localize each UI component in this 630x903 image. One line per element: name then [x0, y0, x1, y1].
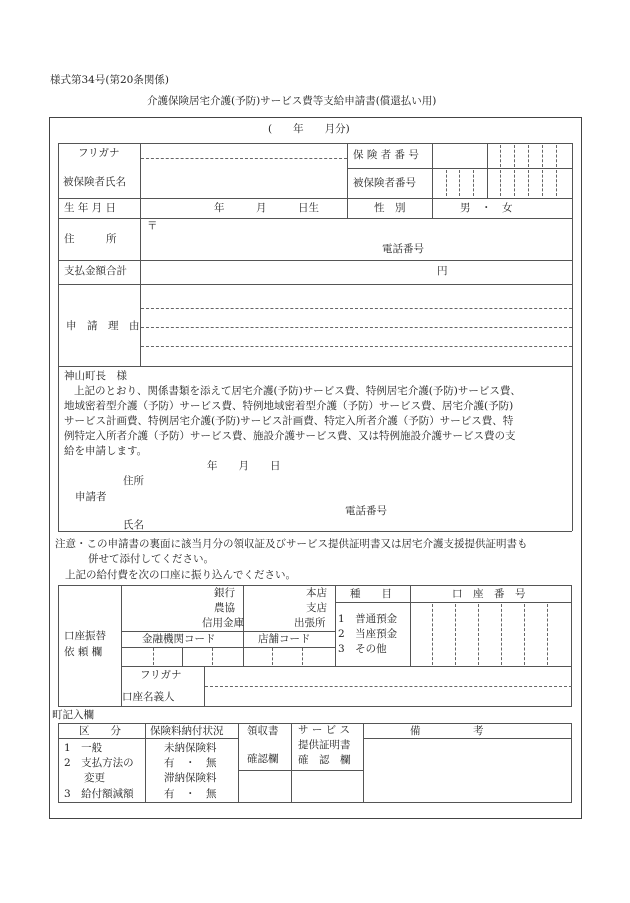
town-col-service-2: 提供証明書 — [298, 739, 351, 751]
declaration-line-5: 給を申請します。 — [64, 445, 148, 457]
declaration-line-2: 地域密着型介護（予防）サービス費、特例地域密着型介護（予防）サービス費、居宅介護(予防) — [64, 400, 514, 412]
bank-request-label: 依 頼 欄 — [64, 646, 103, 658]
form-title: 介護保険居宅介護(予防)サービス費等支給申請書(償還払い用) — [147, 95, 437, 107]
town-col-receipt: 領収書 — [247, 725, 279, 737]
account-type-3: 3 その他 — [338, 643, 387, 655]
branch-type-office: 出張所 — [294, 617, 326, 629]
yen-label: 円 — [437, 265, 448, 277]
holder-furigana-label: フリガナ — [140, 669, 182, 681]
note-line-3: 上記の給付費を次の口座に振り込んでください。 — [65, 569, 296, 581]
town-col-service-3: 確 認 欄 — [298, 754, 351, 766]
declaration-line-3: サービス計画費、特例居宅介護(予防)サービス計画費、特定入所者介護（予防）サービス費、特 — [64, 415, 514, 427]
dob-label: 生 年 月 日 — [64, 202, 117, 214]
reason-label: 申 請 理 由 — [66, 320, 140, 332]
insured-number-label: 被保険者番号 — [353, 177, 416, 189]
form-number: 様式第34号(第20条関係) — [50, 74, 169, 86]
furigana-label: フリガナ — [78, 147, 120, 159]
note-line-1: 注意・この申請書の裏面に該当月分の領収証及びサービス提供証明書又は居宅介護支援提供証明書も — [55, 538, 528, 550]
period-line: ( 年 月分) — [268, 123, 350, 135]
sex-value: 男 ・ 女 — [460, 202, 513, 214]
bank-type-ja: 農協 — [214, 602, 235, 614]
town-category-2: 2 支払方法の — [64, 757, 134, 769]
insured-name-label: 被保険者氏名 — [63, 176, 126, 188]
address-label: 住 所 — [64, 233, 117, 245]
bank-transfer-label: 口座振替 — [64, 630, 106, 642]
bank-code-label: 金融機関コード — [142, 633, 216, 645]
addressee: 神山町長 様 — [64, 370, 127, 382]
declaration-line-1: 上記のとおり、関係書類を添えて居宅介護(予防)サービス費、特例居宅介護(予防)サービス費、 — [74, 385, 521, 397]
declaration-date: 年 月 日 — [207, 460, 281, 472]
branch-type-head: 本店 — [306, 587, 327, 599]
town-col-receipt-check: 確認欄 — [247, 753, 279, 765]
premium-unpaid: 未納保険料 — [164, 742, 217, 754]
insurer-number-label: 保 険 者 番 号 — [353, 149, 419, 161]
postal-mark: 〒 — [147, 220, 158, 232]
town-category-3: 3 給付額減額 — [64, 788, 134, 800]
bank-type-bank: 銀行 — [214, 587, 235, 599]
account-type-2: 2 当座預金 — [338, 628, 398, 640]
applicant-label: 申請者 — [75, 491, 107, 503]
sex-label: 性 別 — [374, 202, 406, 214]
declaration-phone-label: 電話番号 — [345, 505, 387, 517]
town-section-label: 町記入欄 — [52, 709, 94, 721]
town-col-premium: 保険料納付状況 — [150, 725, 224, 737]
declaration-address-label: 住所 — [123, 475, 144, 487]
town-col-service-1: サ ー ビ ス — [298, 724, 351, 736]
branch-code-label: 店舗コード — [258, 633, 311, 645]
declaration-name-label: 氏名 — [123, 519, 144, 531]
premium-unpaid-yn: 有 ・ 無 — [164, 757, 217, 769]
phone-label: 電話番号 — [382, 243, 424, 255]
dob-value: 年 月 日生 — [214, 202, 319, 214]
town-category-1: 1 一般 — [64, 742, 103, 754]
branch-type-branch: 支店 — [306, 602, 327, 614]
premium-arrears-yn: 有 ・ 無 — [164, 788, 217, 800]
bank-type-credit: 信用金庫 — [202, 617, 244, 629]
total-label: 支払金額合計 — [64, 265, 127, 277]
premium-arrears: 滞納保険料 — [164, 772, 217, 784]
form-frame — [49, 117, 582, 819]
town-col-category: 区 分 — [79, 725, 121, 737]
account-type-header: 種 目 — [350, 588, 392, 600]
note-line-2: 併せて添付してください。 — [88, 553, 214, 565]
town-col-remarks: 備 考 — [410, 725, 484, 737]
holder-label: 口座名義人 — [122, 691, 175, 703]
town-category-2b: 変更 — [84, 772, 105, 784]
declaration-line-4: 例特定入所者介護（予防）サービス費、施設介護サービス費、又は特例施設介護サービス費の支 — [64, 430, 516, 442]
account-type-1: 1 普通預金 — [338, 613, 398, 625]
account-number-header: 口 座 番 号 — [452, 588, 526, 600]
